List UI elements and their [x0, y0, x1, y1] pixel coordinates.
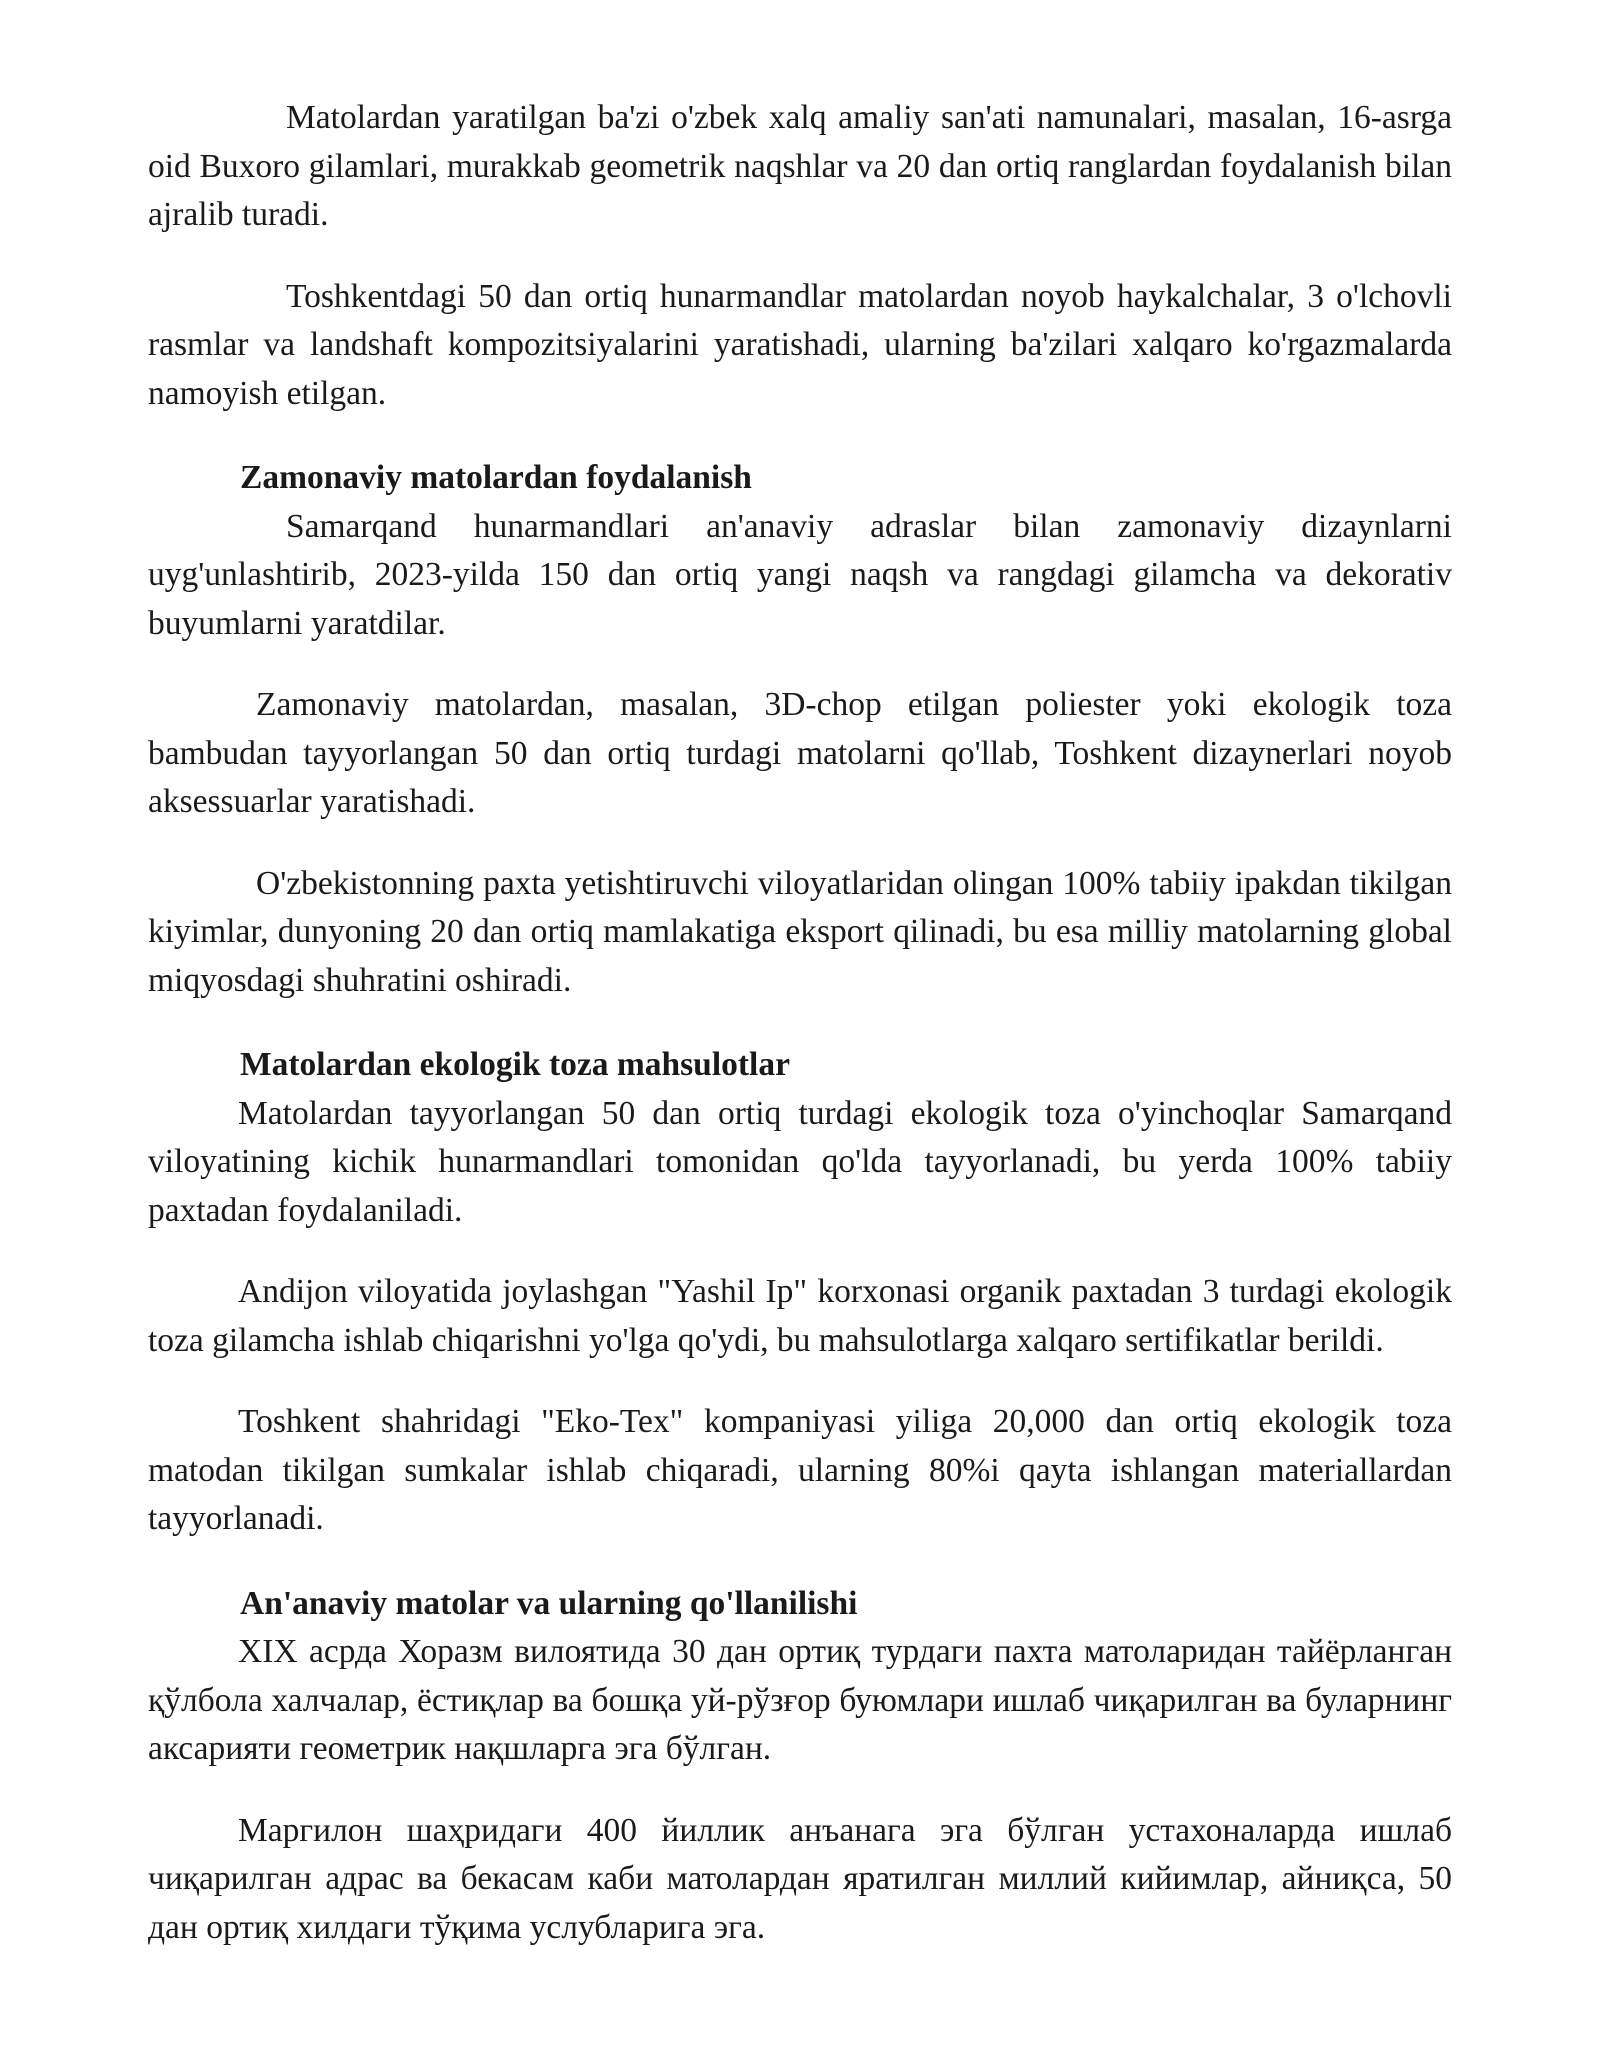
paragraph: Маргилон шаҳридаги 400 йиллик анъанага эга бўлган устахоналарда ишлаб чиқарилган адрас ва бекасам каби матолардан яратилган миллий кийимлар, айниқса, 50 дан ортиқ хилдаги тўқима услубларига эга. — [148, 1811, 1452, 1946]
paragraph: Matolardan yaratilgan ba'zi o'zbek xalq amaliy san'ati namunalari, masalan, 16-asrga oid Buxoro gilamlari, murakkab geometrik naqshlar va 20 dan ortiq ranglardan foydalanish bilan ajralib turadi. — [148, 99, 1452, 233]
section-heading: Zamonaviy matolardan foydalanish — [240, 459, 752, 496]
section-heading: Matolardan ekologik toza mahsulotlar — [240, 1046, 790, 1083]
paragraph: Matolardan tayyorlangan 50 dan ortiq turdagi ekologik toza o'yinchoqlar Samarqand viloyatining kichik hunarmandlari tomonidan qo'lda tayyorlanadi, bu yerda 100% tabiiy paxtadan foydalaniladi. — [148, 1094, 1452, 1229]
document-page — [148, 94, 1452, 1952]
paragraph: Toshkent shahridagi "Eko-Tex" kompaniyasi yiliga 20,000 dan ortiq ekologik toza matodan tikilgan sumkalar ishlab chiqaradi, ularning 80%i qayta ishlangan materiallardan tayyorlanadi. — [148, 1403, 1452, 1537]
paragraph: Samarqand hunarmandlari an'anaviy adraslar bilan zamonaviy dizaynlarni uyg'unlashtirib, 2023-yilda 150 dan ortiq yangi naqsh va rangdagi gilamcha va dekorativ buyumlarni yaratdilar. — [148, 507, 1452, 642]
paragraph: XIX асрда Хоразм вилоятида 30 дан ортиқ турдаги пахта матоларидан тайёрланган қўлбола халчалар, ёстиқлар ва бошқа уй-рўзғор буюмлари ишлаб чиқарилган ва буларнинг аксарияти геометрик нақшларга эга бўлган. — [148, 1633, 1452, 1767]
section-heading: An'anaviy matolar va ularning qo'llanilishi — [240, 1584, 858, 1622]
paragraph: Toshkentdagi 50 dan ortiq hunarmandlar matolardan noyob haykalchalar, 3 o'lchovli rasmlar va landshaft kompozitsiyalarini yaratishadi, ularning ba'zilari xalqaro ko'rgazmalarda namoyish etilgan. — [148, 277, 1452, 412]
paragraph: O'zbekistonning paxta yetishtiruvchi viloyatlaridan olingan 100% tabiiy ipakdan tikilgan kiyimlar, dunyoning 20 dan ortiq mamlakatiga eksport qilinadi, bu esa milliy matolarning global miqyosdagi shuhratini oshiradi. — [148, 864, 1452, 999]
paragraph: Andijon viloyatida joylashgan "Yashil Ip" korxonasi organik paxtadan 3 turdagi ekologik toza gilamcha ishlab chiqarishni yo'lga qo'ydi, bu mahsulotlarga xalqaro sertifikatlar berildi. — [148, 1273, 1452, 1359]
paragraph: Zamonaviy matolardan, masalan, 3D-chop etilgan poliester yoki ekologik toza bambudan tayyorlangan 50 dan ortiq turdagi matolarni qo'llab, Toshkent dizaynerlari noyob aksessuarlar yaratishadi. — [148, 686, 1452, 820]
